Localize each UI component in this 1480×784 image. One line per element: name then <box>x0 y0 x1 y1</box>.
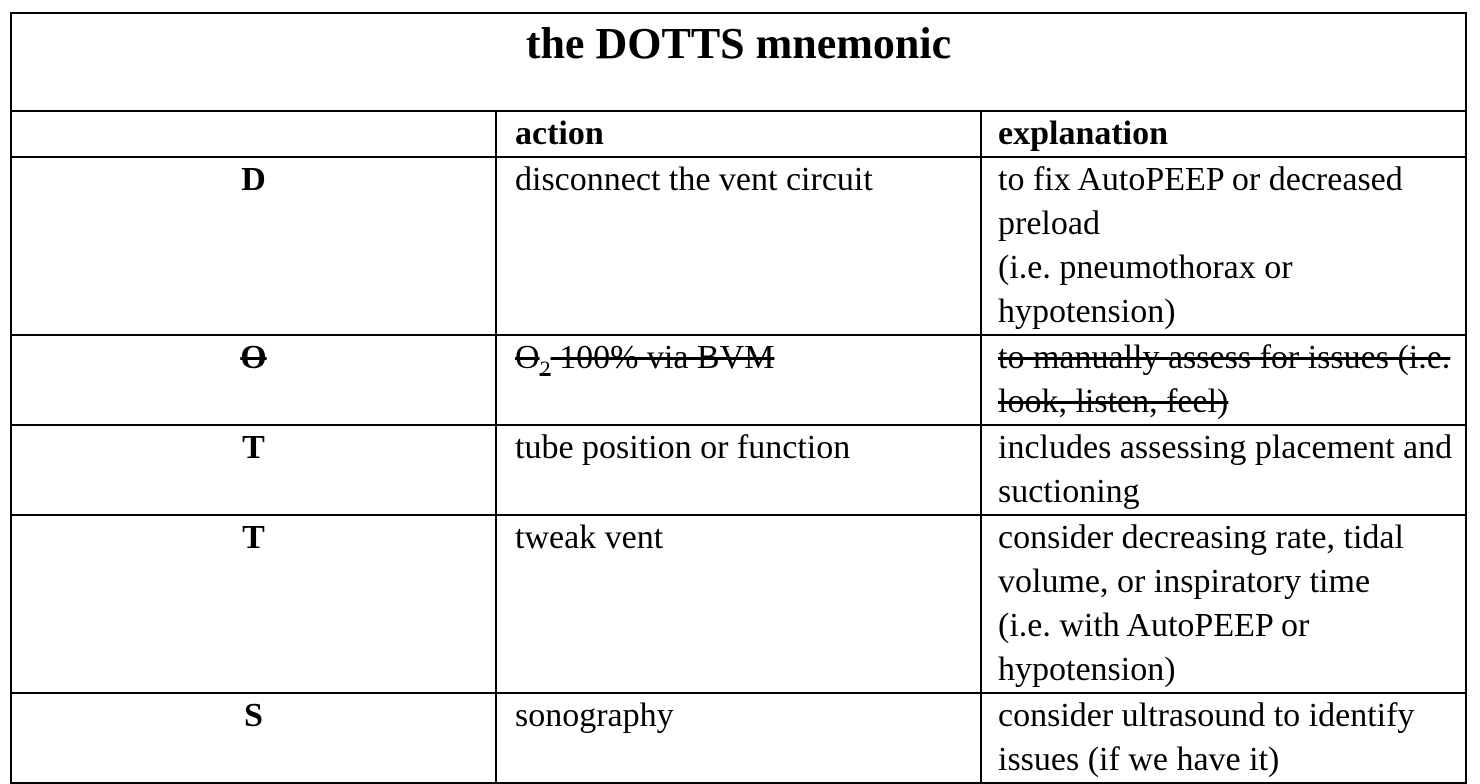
row-explanation <box>981 693 1466 783</box>
title-row <box>11 13 1466 111</box>
header-letter <box>11 111 496 157</box>
explanation-line: (i.e. pneumothorax or hypotension) <box>998 249 1293 330</box>
explanation-line: (i.e. with AutoPEEP or hypotension) <box>998 607 1310 688</box>
table-row <box>11 693 1466 783</box>
row-letter: T <box>11 425 496 515</box>
row-action: sonography <box>496 693 981 783</box>
header-explanation: explanation <box>981 111 1466 157</box>
explanation-line: to manually assess for issues (i.e. look, listen, feel) <box>998 339 1451 420</box>
explanation-line: consider ultrasound to identify issues (if we have it) <box>998 697 1415 778</box>
action-prefix: O <box>515 339 540 376</box>
row-action: disconnect the vent circuit <box>496 157 981 335</box>
table-row <box>11 335 1466 425</box>
dotts-mnemonic-table <box>10 12 1467 784</box>
row-letter: S <box>11 693 496 783</box>
row-explanation <box>981 157 1466 335</box>
row-explanation <box>981 425 1466 515</box>
explanation-line: consider decreasing rate, tidal volume, or inspiratory time <box>998 519 1404 600</box>
row-letter: D <box>11 157 496 335</box>
row-action: tube position or function <box>496 425 981 515</box>
row-explanation <box>981 335 1466 425</box>
explanation-line: includes assessing placement and suctioning <box>998 429 1453 510</box>
table-row <box>11 425 1466 515</box>
table-title: the DOTTS mnemonic <box>525 19 952 68</box>
action-suffix: 100% via BVM <box>550 339 775 376</box>
table-row <box>11 157 1466 335</box>
row-action: tweak vent <box>496 515 981 693</box>
action-subscript: 2 <box>539 355 551 381</box>
row-letter: T <box>11 515 496 693</box>
explanation-line: to fix AutoPEEP or decreased preload <box>998 161 1403 242</box>
header-row <box>11 111 1466 157</box>
row-action <box>496 335 981 425</box>
table-row <box>11 515 1466 693</box>
row-letter: O <box>11 335 496 425</box>
row-explanation <box>981 515 1466 693</box>
header-action: action <box>496 111 981 157</box>
title-cell <box>11 13 1466 111</box>
